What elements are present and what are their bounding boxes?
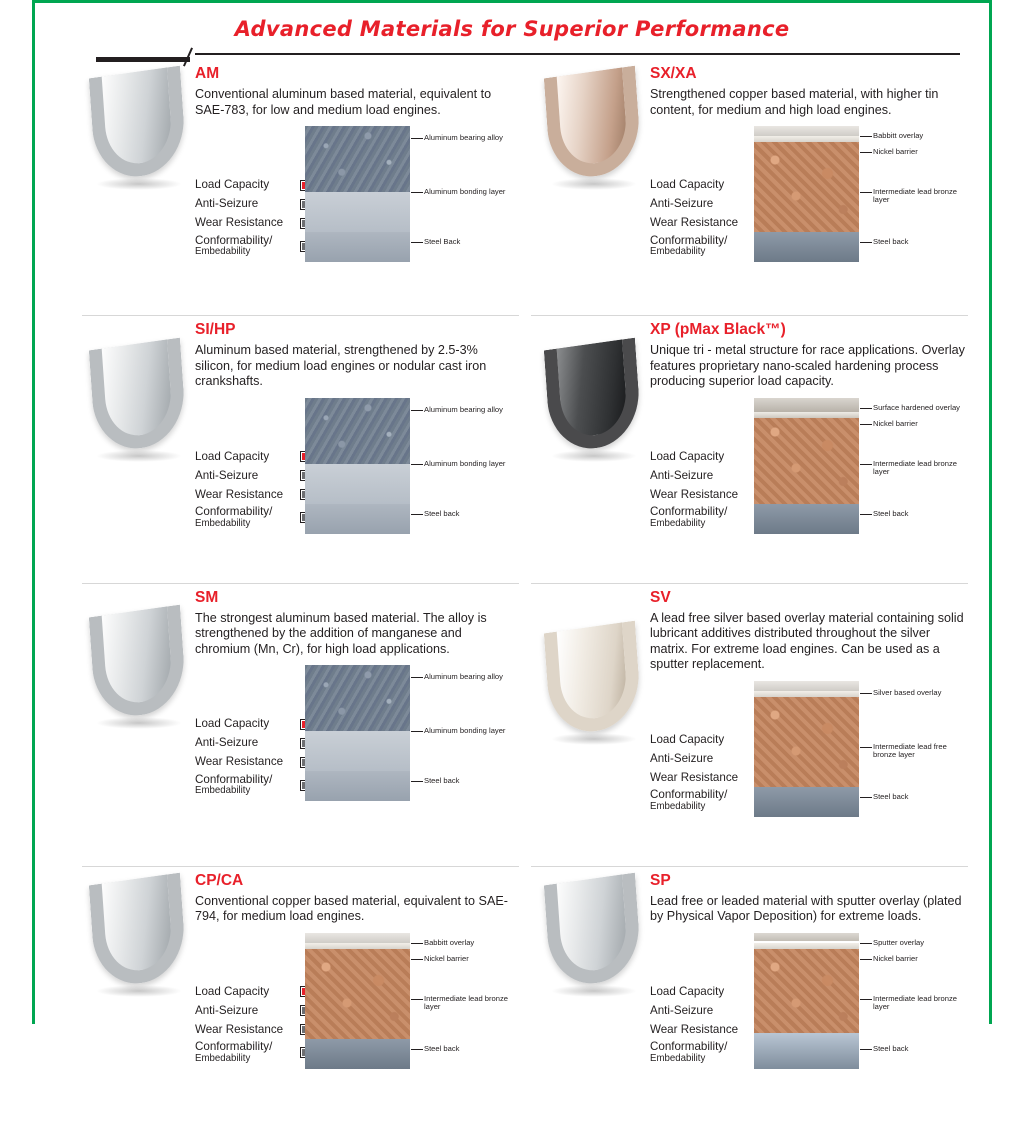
material-body — [537, 126, 972, 301]
micrograph-callout: Steel Back — [424, 238, 514, 246]
micrograph-image — [754, 398, 859, 534]
material-card — [82, 315, 531, 583]
rating-label: Anti-Seizure — [195, 1003, 259, 1017]
bearing-shell-image — [541, 865, 651, 1005]
micrograph — [754, 398, 964, 534]
material-body — [82, 398, 523, 573]
micrograph-callouts — [410, 398, 515, 534]
bearing-shell-image — [86, 58, 196, 198]
material-description: Unique tri - metal structure for race applications. Overlay features proprietary nano-scaled hardening process producing superior load capacity. — [650, 343, 965, 388]
rating-label: Wear Resistance — [650, 216, 739, 230]
micrograph-callout: Aluminum bonding layer — [424, 188, 514, 196]
micrograph-callout: Aluminum bearing alloy — [424, 406, 514, 414]
micrograph-callout: Intermediate lead bronze layer — [873, 995, 963, 1012]
rating-label: Anti-Seizure — [650, 468, 714, 482]
rating-label: Load Capacity — [650, 984, 725, 998]
rating-label: Conformability/ Embedability — [195, 233, 273, 257]
micrograph-callout: Silver based overlay — [873, 689, 963, 697]
material-description: The strongest aluminum based material. The alloy is strengthened by the addition of manganese and chromium (Mn, Cr), for high load applications. — [195, 610, 487, 656]
material-code: SP — [650, 871, 671, 889]
material-code: SX/XA — [650, 65, 697, 82]
micrograph-callout: Babbitt overlay — [424, 939, 514, 947]
material-description: Lead free or leaded material with sputter overlay (plated by Physical Vapor Deposition) for extreme loads. — [650, 893, 962, 923]
micrograph-callout: Steel back — [424, 510, 514, 518]
material-card — [82, 583, 531, 866]
rating-label: Wear Resistance — [650, 487, 739, 501]
micrograph-callout: Intermediate lead free bronze layer — [873, 743, 963, 760]
material-code: AM — [195, 65, 220, 82]
micrograph-callouts — [859, 933, 964, 1069]
micrograph-callout: Aluminum bonding layer — [424, 727, 514, 735]
material-code: SV — [650, 588, 671, 606]
rating-label: Anti-Seizure — [195, 197, 259, 211]
rating-label: Anti-Seizure — [195, 736, 259, 750]
micrograph — [754, 681, 964, 817]
micrograph-callout: Intermediate lead bronze layer — [873, 188, 963, 205]
micrograph-image — [305, 398, 410, 534]
rating-label: Anti-Seizure — [650, 1003, 714, 1017]
bearing-shell-image — [86, 865, 196, 1005]
micrograph — [305, 665, 515, 801]
rating-label: Wear Resistance — [650, 1022, 739, 1036]
rating-label: Wear Resistance — [650, 770, 739, 784]
micrograph-callout: Surface hardened overlay — [873, 404, 963, 412]
material-body — [537, 398, 972, 573]
micrograph — [754, 933, 964, 1069]
material-description: Conventional aluminum based material, equivalent to SAE-783, for low and medium load engines. — [195, 87, 492, 117]
rating-label: Load Capacity — [650, 449, 725, 463]
material-code: CP/CA — [195, 871, 244, 889]
micrograph-callout: Steel back — [424, 1045, 514, 1053]
material-description: Aluminum based material, strengthened by 2.5-3% silicon, for medium load engines or nodular cast iron crankshafts. — [195, 343, 487, 388]
micrograph-callouts — [410, 126, 515, 262]
micrograph-callout: Steel back — [873, 1045, 963, 1053]
material-description: Conventional copper based material, equivalent to SAE-794, for medium load engines. — [195, 893, 508, 923]
rating-label: Conformability/ Embedability — [650, 233, 728, 257]
micrograph-callout: Steel back — [424, 777, 514, 785]
rating-label: Load Capacity — [195, 178, 270, 192]
material-card — [531, 866, 980, 1122]
rating-label: Load Capacity — [650, 732, 725, 746]
material-description: A lead free silver based overlay material containing solid lubricant additives distributed throughout the silver matrix. For extreme load engines. Can be used as a sputter replacement. — [650, 610, 964, 671]
material-card — [531, 583, 980, 866]
header-rule — [82, 47, 980, 59]
rating-label: Anti-Seizure — [650, 197, 714, 211]
materials-grid — [82, 59, 980, 1122]
rating-label: Conformability/ Embedability — [650, 1040, 728, 1064]
material-body — [537, 933, 972, 1108]
micrograph-callout: Nickel barrier — [873, 420, 963, 428]
rating-label: Conformability/ Embedability — [195, 1040, 273, 1064]
micrograph — [754, 126, 964, 262]
micrograph-callout: Steel back — [873, 793, 963, 801]
micrograph-image — [305, 665, 410, 801]
material-body — [82, 665, 523, 840]
rating-label: Anti-Seizure — [650, 751, 714, 765]
rating-label: Load Capacity — [195, 449, 270, 463]
rating-label: Wear Resistance — [195, 487, 284, 501]
micrograph-image — [305, 933, 410, 1069]
bearing-shell-image — [541, 330, 651, 470]
bearing-shell-image — [86, 597, 196, 737]
micrograph-callouts — [859, 398, 964, 534]
micrograph-callouts — [859, 681, 964, 817]
bearing-shell-image — [86, 330, 196, 470]
micrograph-image — [754, 681, 859, 817]
material-card — [82, 866, 531, 1122]
micrograph-callouts — [410, 665, 515, 801]
bearing-shell-image — [541, 58, 651, 198]
micrograph-image — [305, 126, 410, 262]
material-body — [537, 681, 972, 856]
material-body — [82, 126, 523, 301]
micrograph-callout: Intermediate lead bronze layer — [873, 460, 963, 477]
micrograph-callout: Aluminum bearing alloy — [424, 673, 514, 681]
header-line — [195, 53, 960, 55]
material-description: Strengthened copper based material, with higher tin content, for medium and high load engines. — [650, 87, 939, 117]
rating-label: Load Capacity — [195, 984, 270, 998]
rating-label: Conformability/ Embedability — [650, 788, 728, 812]
material-code: XP (pMax Black™) — [650, 321, 786, 338]
micrograph — [305, 398, 515, 534]
micrograph-callout: Babbitt overlay — [873, 132, 963, 140]
micrograph-callout: Aluminum bonding layer — [424, 460, 514, 468]
micrograph-callout: Nickel barrier — [873, 955, 963, 963]
material-card — [531, 315, 980, 583]
rating-label: Wear Resistance — [195, 1022, 284, 1036]
rating-label: Conformability/ Embedability — [195, 505, 273, 529]
micrograph-callouts — [859, 126, 964, 262]
micrograph — [305, 933, 515, 1069]
material-card — [531, 59, 980, 315]
rating-label: Load Capacity — [195, 717, 270, 731]
micrograph-callout: Intermediate lead bronze layer — [424, 995, 514, 1012]
micrograph-callout: Nickel barrier — [424, 955, 514, 963]
micrograph-callout: Sputter overlay — [873, 939, 963, 947]
rating-label: Load Capacity — [650, 178, 725, 192]
rating-label: Conformability/ Embedability — [650, 505, 728, 529]
bearing-shell-image — [541, 613, 651, 753]
micrograph-callout: Nickel barrier — [873, 148, 963, 156]
rating-label: Conformability/ Embedability — [195, 772, 273, 796]
micrograph-callout: Steel back — [873, 238, 963, 246]
micrograph-callout: Steel back — [873, 510, 963, 518]
material-code: SI/HP — [195, 321, 236, 338]
micrograph-callout: Aluminum bearing alloy — [424, 134, 514, 142]
page-title: Advanced Materials for Superior Performance — [234, 17, 790, 41]
rating-label: Wear Resistance — [195, 755, 284, 769]
page — [35, 3, 989, 1064]
material-body — [82, 933, 523, 1108]
rating-label: Wear Resistance — [195, 216, 284, 230]
rating-label: Anti-Seizure — [195, 468, 259, 482]
micrograph — [305, 126, 515, 262]
page-border-right — [989, 0, 992, 1024]
material-card — [82, 59, 531, 315]
micrograph-image — [754, 933, 859, 1069]
material-code: SM — [195, 588, 219, 606]
micrograph-callouts — [410, 933, 515, 1069]
micrograph-image — [754, 126, 859, 262]
